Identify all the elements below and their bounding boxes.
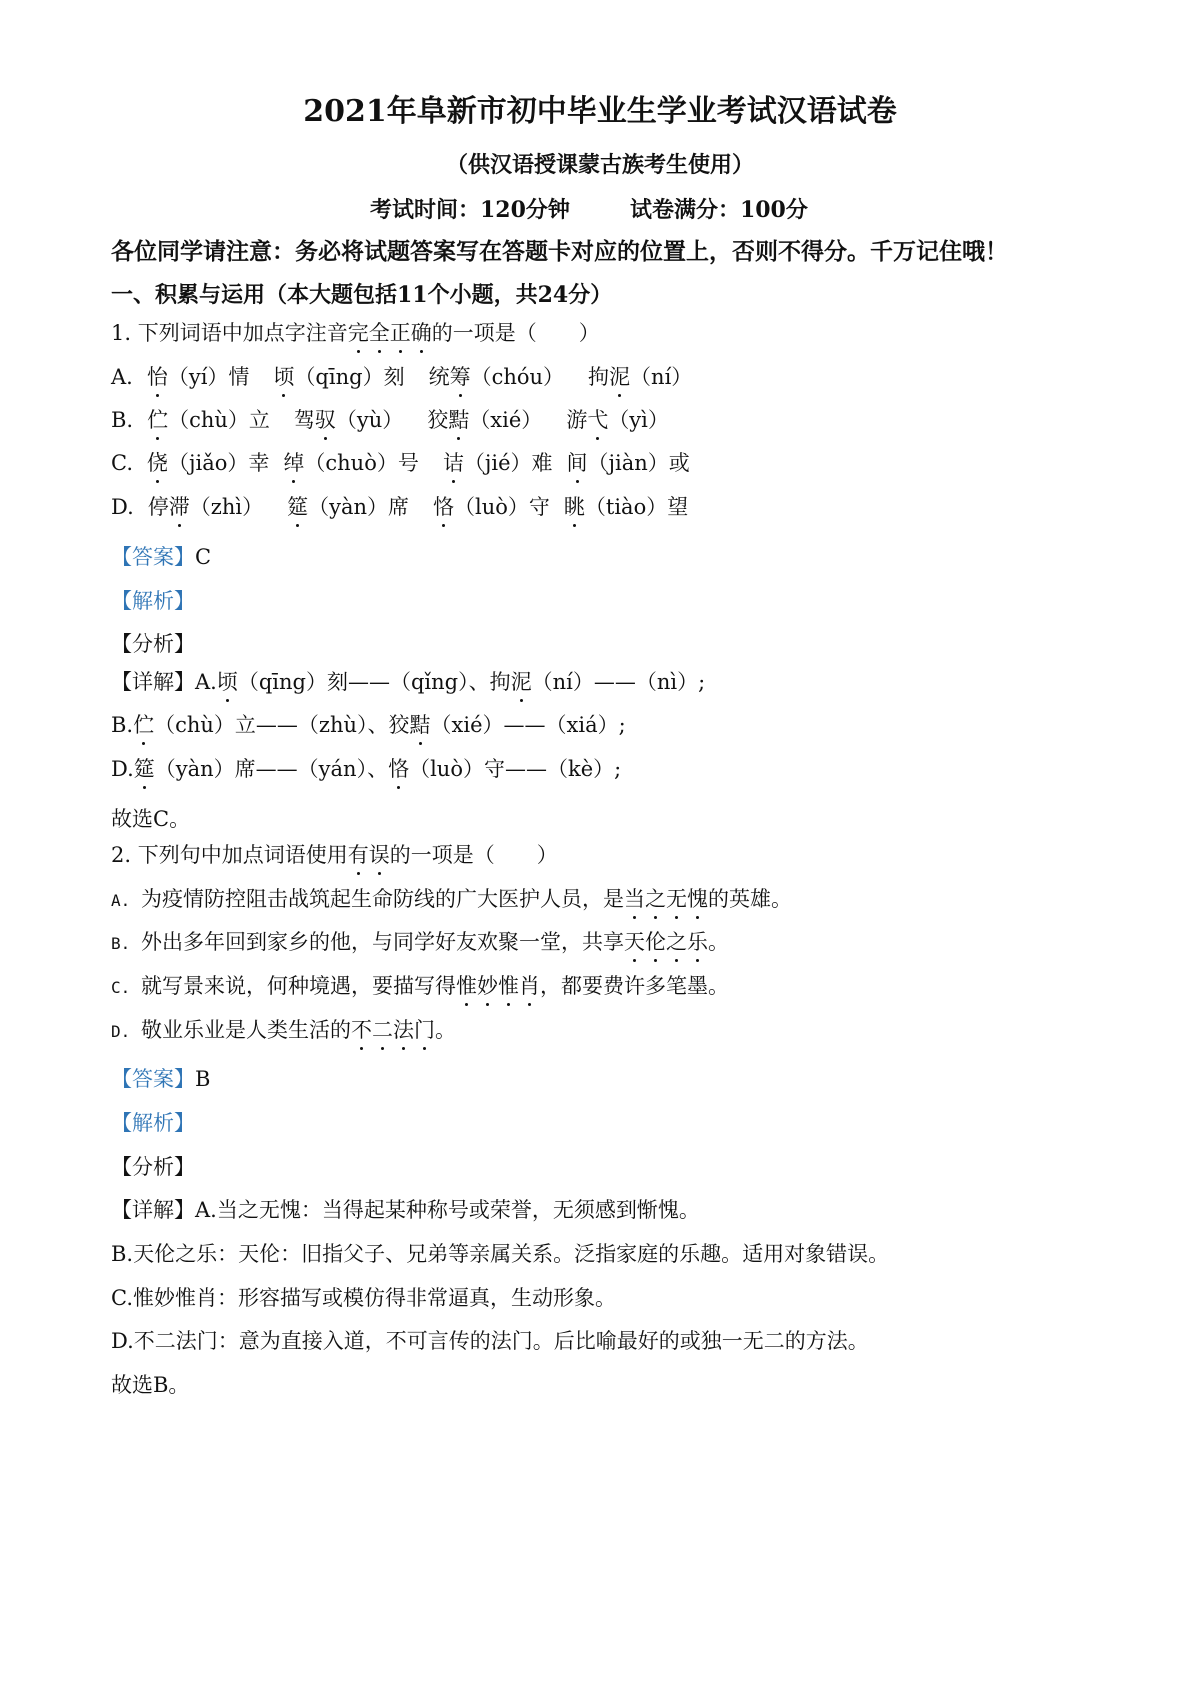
q2-detail-4: D.不二法门：意为直接入道，不可言传的法门。后比喻最好的或独一无二的方法。 — [111, 1329, 869, 1353]
q2-option-a: A. 为疫情防控阻击战筑起生命防线的广大医护人员，是当之无愧的英雄。 — [111, 884, 792, 916]
exam-time: 考试时间：120分钟 — [370, 197, 570, 223]
q1-answer — [111, 542, 211, 572]
q2-option-d: D. 敬业乐业是人类生活的不二法门。 — [111, 1015, 456, 1047]
section-title: 一、积累与运用（本大题包括11个小题，共24分） — [111, 282, 613, 308]
q2-option-b: B. 外出多年回到家乡的他，与同学好友欢聚一堂，共享天伦之乐。 — [111, 927, 729, 959]
exam-score: 试卷满分：100分 — [629, 197, 808, 223]
q2-option-c: C. 就写景来说，何种境遇，要描写得惟妙惟肖，都要费许多笔墨。 — [111, 971, 729, 1003]
q2-choose: 故选B。 — [111, 1373, 190, 1397]
page-subtitle: （供汉语授课蒙古族考生使用） — [445, 152, 754, 178]
q2-detail-2: B.天伦之乐：天伦：旧指父子、兄弟等亲属关系。泛指家庭的乐趣。适用对象错误。 — [111, 1242, 890, 1266]
q1-detail-1: 【详解】A.顷（qīng）刻——（qǐng）、拘泥（ní）——（nì）; — [111, 667, 705, 697]
q1-detail-3: D.筵（yàn）席——（yán）、恪（luò）守——（kè）; — [111, 754, 621, 784]
answer-tag: 【答案】 — [111, 545, 195, 569]
q2-detail-1: 【详解】A.当之无愧：当得起某种称号或荣誉，无须感到惭愧。 — [111, 1198, 700, 1222]
q1-fenxi: 【分析】 — [111, 632, 195, 656]
q1-option-d: D. 停滞（zhì） 筵（yàn）席 恪（luò）守 眺（tiào）望 — [111, 492, 688, 522]
q2-stem: 2. 下列句中加点词语使用有误的一项是（ ） — [111, 840, 558, 870]
q1-option-c: C. 侥（jiǎo）幸 绰（chuò）号 诘（jié）难 间（jiàn）或 — [111, 448, 690, 478]
q1-analysis-tag: 【解析】 — [111, 589, 195, 613]
exam-info — [370, 195, 808, 225]
q1-option-a: A. 怡（yí）情 顷（qīng）刻 统筹（chóu） 拘泥（ní） — [111, 362, 692, 392]
q2-emphasis: 有误 — [348, 843, 390, 867]
q1-detail-2: B.伫（chù）立——（zhù）、狡黠（xié）——（xiá）; — [111, 710, 626, 740]
q1-choose: 故选C。 — [111, 807, 191, 831]
q2-answer: 【答案】B — [111, 1067, 211, 1091]
q1-option-b: B. 伫（chù）立 驾驭（yù） 狡黠（xié） 游弋（yì） — [111, 405, 669, 435]
q1-emphasis: 完全正确 — [348, 321, 432, 345]
q2-fenxi: 【分析】 — [111, 1155, 195, 1179]
q1-stem: 1. 下列词语中加点字注音完全正确的一项是（ ） — [111, 318, 600, 348]
answer-value: C — [195, 545, 212, 569]
q2-detail-3: C.惟妙惟肖：形容描写或模仿得非常逼真，生动形象。 — [111, 1286, 616, 1310]
q2-analysis-tag: 【解析】 — [111, 1111, 195, 1135]
page-title: 2021年阜新市初中毕业生学业考试汉语试卷 — [303, 94, 897, 129]
notice: 各位同学请注意：务必将试题答案写在答题卡对应的位置上，否则不得分。千万记住哦！ — [111, 238, 1008, 265]
